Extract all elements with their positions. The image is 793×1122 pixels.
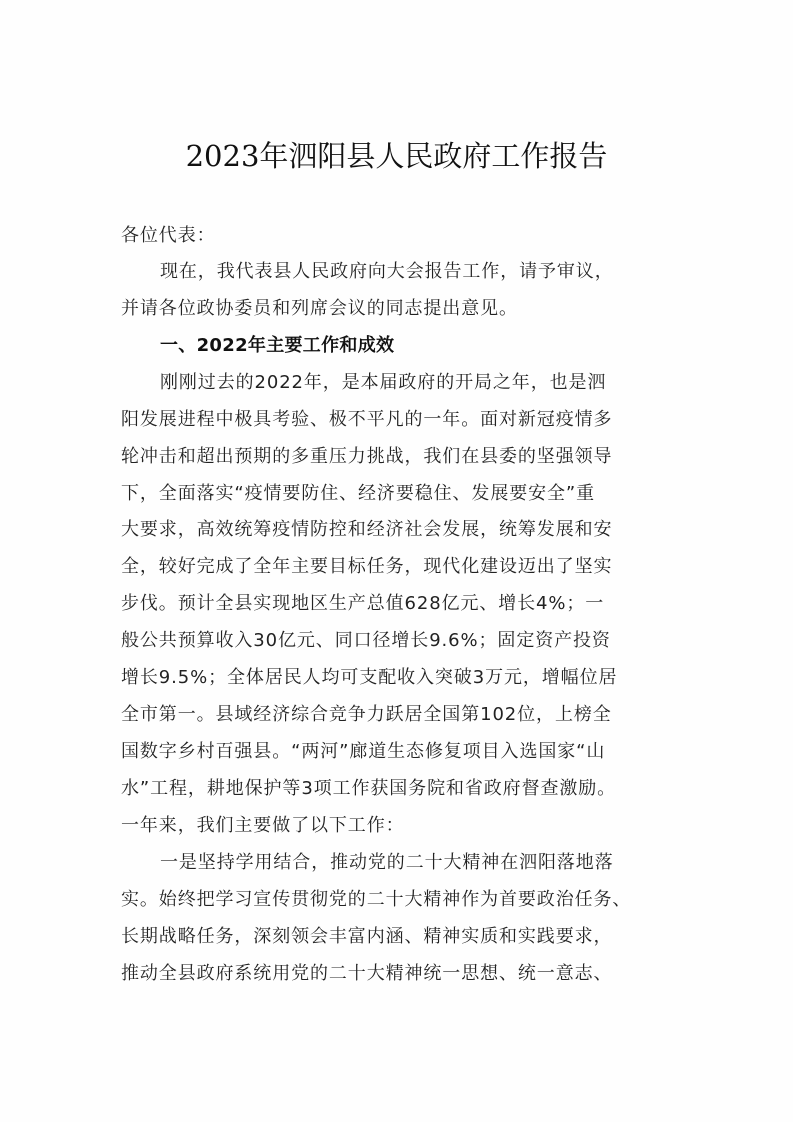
paragraph-line: 全市第一。县域经济综合竞争力跃居全国第102位，上榜全 xyxy=(121,704,612,725)
paragraph-line: 长期战略任务，深刻领会丰富内涵、精神实质和实践要求， xyxy=(121,926,613,947)
paragraph-line: 增长9.5%；全体居民人均可支配收入突破3万元，增幅位居 xyxy=(121,667,618,688)
paragraph-line: 轮冲击和超出预期的多重压力挑战，我们在县委的坚强领导 xyxy=(121,446,613,467)
paragraph-line: 步伐。预计全县实现地区生产总值628亿元、增长4%；一 xyxy=(121,593,605,614)
document-title: 2023年泗阳县人民政府工作报告 xyxy=(185,139,608,173)
paragraph-line: 推动全县政府系统用党的二十大精神统一思想、统一意志、 xyxy=(121,963,613,984)
paragraph-line: 水”工程，耕地保护等3项工作获国务院和省政府督查激励。 xyxy=(121,778,617,799)
paragraph-line: 现在，我代表县人民政府向大会报告工作，请予审议， xyxy=(160,261,614,282)
paragraph-line: 般公共预算收入30亿元、同口径增长9.6%；固定资产投资 xyxy=(121,630,611,651)
paragraph-line: 刚刚过去的2022年，是本届政府的开局之年，也是泗 xyxy=(160,372,607,393)
paragraph-line: 全，较好完成了全年主要目标任务，现代化建设迈出了坚实 xyxy=(121,556,613,577)
paragraph-line: 一年来，我们主要做了以下工作： xyxy=(121,815,405,836)
section-heading: 一、2022年主要工作和成效 xyxy=(160,335,395,356)
paragraph-line: 并请各位政协委员和列席会议的同志提出意见。 xyxy=(121,298,518,319)
paragraph-line: 一是坚持学用结合，推动党的二十大精神在泗阳落地落 xyxy=(160,852,614,873)
paragraph-line: 国数字乡村百强县。“两河”廊道生态修复项目入选国家“山 xyxy=(121,741,606,762)
paragraph-line: 实。始终把学习宣传贯彻党的二十大精神作为首要政治任务、 xyxy=(121,889,632,910)
paragraph-line: 下，全面落实“疫情要防住、经济要稳住、发展要安全”重 xyxy=(121,483,596,504)
paragraph-line: 大要求，高效统筹疫情防控和经济社会发展，统筹发展和安 xyxy=(121,519,613,540)
paragraph-line: 阳发展进程中极具考验、极不平凡的一年。面对新冠疫情多 xyxy=(121,409,613,430)
salutation-line: 各位代表： xyxy=(121,225,216,246)
